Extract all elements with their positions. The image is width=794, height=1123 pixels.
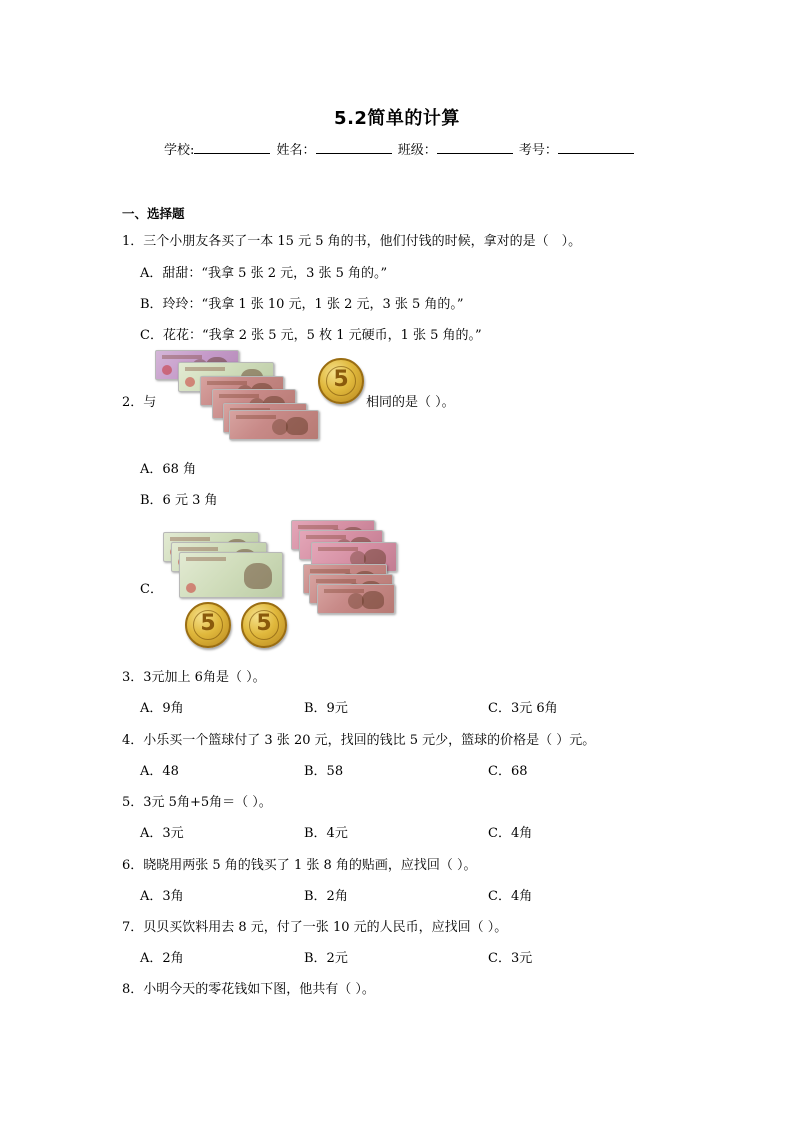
class-blank[interactable]: [437, 140, 513, 154]
question-1-option-b[interactable]: B．玲玲：“我拿 1 张 10 元，1 张 2 元，3 张 5 角的。”: [140, 297, 464, 312]
question-3-option-c[interactable]: C．3元 6角: [488, 701, 558, 716]
question-5-stem: 5．3元 5角+5角＝（ ）。: [122, 795, 272, 810]
question-6-stem: 6．晓晓用两张 5 角的钱买了 1 张 8 角的贴画，应找回（ ）。: [122, 858, 477, 873]
page-title: 5.2简单的计算: [334, 108, 460, 129]
school-label: 学校:: [164, 143, 195, 158]
question-4-option-a[interactable]: A．48: [140, 764, 179, 779]
question-5-option-b[interactable]: B．4元: [304, 826, 348, 841]
question-2-option-a[interactable]: A．68 角: [140, 462, 197, 477]
question-3-stem: 3．3元加上 6角是（ ）。: [122, 670, 266, 685]
question-8-stem: 8．小明今天的零花钱如下图，他共有（ ）。: [122, 982, 375, 997]
question-6-option-b[interactable]: B．2角: [304, 889, 348, 904]
question-2-option-b[interactable]: B．6 元 3 角: [140, 493, 218, 508]
question-2-money-image: [155, 350, 370, 445]
school-blank[interactable]: [194, 140, 270, 154]
question-4-option-b[interactable]: B．58: [304, 764, 344, 779]
one-yuan-note: [179, 552, 283, 598]
question-5-option-c[interactable]: C．4角: [488, 826, 533, 841]
exam-number-blank[interactable]: [558, 140, 634, 154]
question-4-stem: 4．小乐买一个篮球付了 3 张 20 元，找回的钱比 5 元少，篮球的价格是（ ）元。: [122, 733, 596, 748]
five-jiao-coin: 5: [318, 358, 364, 404]
question-2-option-c[interactable]: C．: [140, 582, 163, 597]
question-3-option-a[interactable]: A．9角: [140, 701, 184, 716]
question-5-option-a[interactable]: A．3元: [140, 826, 184, 841]
exam-number-label: 考号：: [518, 143, 558, 158]
question-1-option-a[interactable]: A．甜甜：“我拿 5 张 2 元，3 张 5 角的。”: [140, 266, 388, 281]
question-7-option-a[interactable]: A．2角: [140, 951, 184, 966]
question-1-option-c[interactable]: C．花花：“我拿 2 张 5 元，5 枚 1 元硬币，1 张 5 角的。”: [140, 328, 482, 343]
question-7-option-b[interactable]: B．2元: [304, 951, 348, 966]
name-label: 姓名：: [276, 143, 316, 158]
question-6-option-a[interactable]: A．3角: [140, 889, 184, 904]
question-2-suffix: 相同的是（ ）。: [366, 395, 455, 410]
question-4-option-c[interactable]: C．68: [488, 764, 528, 779]
student-info-row: [164, 139, 636, 157]
name-blank[interactable]: [316, 140, 392, 154]
question-2-option-c-money-image: [163, 520, 403, 650]
five-jiao-coin: 5: [185, 602, 231, 648]
five-jiao-coin: 5: [241, 602, 287, 648]
question-6-option-c[interactable]: C．4角: [488, 889, 533, 904]
question-3-option-b[interactable]: B．9元: [304, 701, 348, 716]
section-title: 一、选择题: [122, 206, 185, 221]
question-1-stem: 1．三个小朋友各买了一本 15 元 5 角的书，他们付钱的时候，拿对的是（ ）。: [122, 234, 582, 249]
question-7-option-c[interactable]: C．3元: [488, 951, 533, 966]
one-jiao-note: [317, 584, 395, 614]
class-label: 班级：: [397, 143, 437, 158]
one-jiao-note: [229, 410, 319, 440]
question-7-stem: 7．贝贝买饮料用去 8 元，付了一张 10 元的人民币，应找回（ ）。: [122, 920, 508, 935]
question-2-prefix: 2．与: [122, 395, 157, 410]
